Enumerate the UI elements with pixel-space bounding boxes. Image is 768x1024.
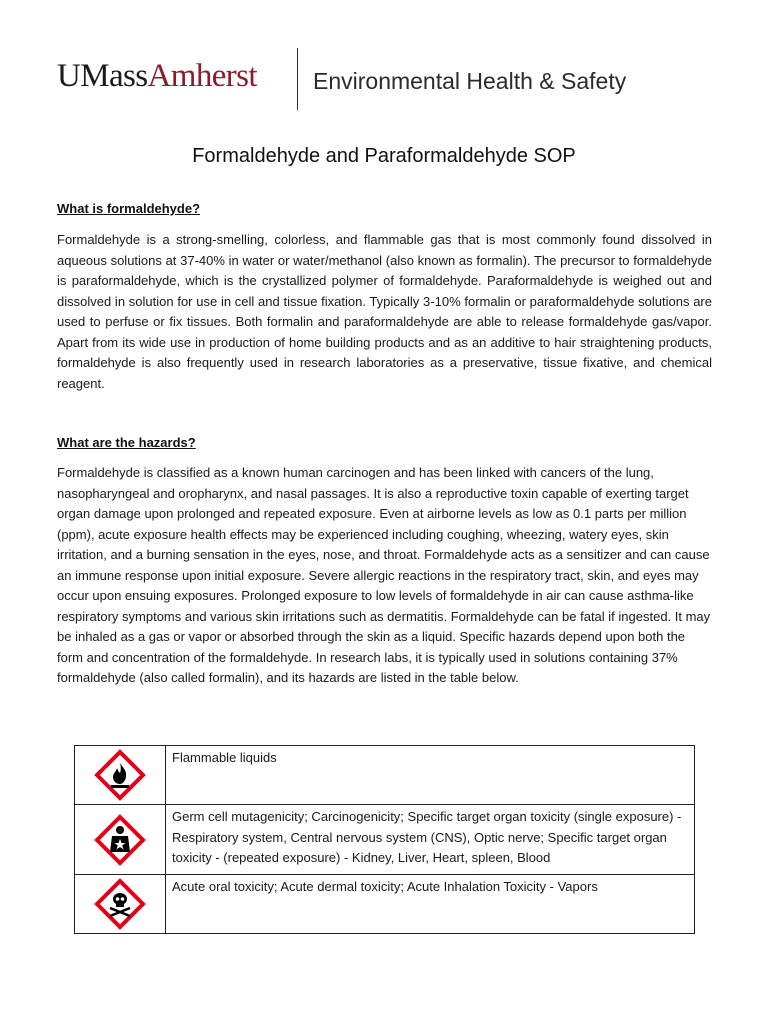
hazard-text: Flammable liquids [166, 746, 695, 805]
section-heading-hazards: What are the hazards? [57, 435, 196, 450]
table-row [75, 875, 695, 934]
table-row [75, 805, 695, 875]
skull-crossbones-pictogram-icon [94, 878, 146, 930]
flame-pictogram-icon [94, 749, 146, 801]
table-row [75, 746, 695, 805]
health-hazard-pictogram-icon [94, 814, 146, 866]
section-body-what-is: Formaldehyde is a strong-smelling, colorless, and flammable gas that is most commonly found dissolved in aqueous solutions at 37-40% in water or water/methanol (also known as formalin). The precursor to formaldehyde is paraformaldehyde, which is the crystallized polymer of formaldehyde. Paraformaldehyde is weighed out and dissolved in solution for use in cell and tissue fixation. Typically 3-10% formalin or paraformaldehyde solutions are used to perfuse or fix tissues. Both formalin and paraformaldehyde are able to release formaldehyde gas/vapor. Apart from its wide use in production of home building products and as an additive to hair straightening products, formaldehyde is also frequently used in research laboratories as a preservative, tissue fixative, and chemical reagent. [57, 232, 712, 391]
section-body-hazards: Formaldehyde is classified as a known human carcinogen and has been linked with cancers of the lung, nasopharyngeal and oropharynx, and nasal passages. It is also a reproductive toxin capable of exerting target organ damage upon prolonged and repeated exposure. Even at airborne levels as low as 0.1 parts per million (ppm), acute exposure health effects may be experienced including coughing, wheezing, watery eyes, skin irritation, and a burning sensation in the eyes, nose, and throat. Formaldehyde acts as a sensitizer and can cause an immune response upon initial exposure. Severe allergic reactions in the respiratory tract, skin, and eyes may occur upon ensuing exposures. Prolonged exposure to low levels of formaldehyde in air can cause asthma-like respiratory symptoms and various skin irritations such as dermatitis. Formaldehyde can be fatal if ingested. It may be inhaled as a gas or vapor or absorbed through the skin as a liquid. Specific hazards depend upon both the form and concentration of the formaldehyde. In research labs, it is typically used in solutions containing 37% formaldehyde (also called formalin), and its hazards are listed in the table below. [57, 465, 711, 685]
hazard-icon-cell [75, 805, 166, 875]
hazard-text: Acute oral toxicity; Acute dermal toxicity; Acute Inhalation Toxicity - Vapors [166, 875, 695, 934]
hazard-text: Germ cell mutagenicity; Carcinogenicity; Specific target organ toxicity (single exposure) - Respiratory system, Central nervous system (CNS), Optic nerve; Specific target organ toxicity - (repeated exposure) - Kidney, Liver, Heart, spleen, Blood [166, 805, 695, 875]
hazard-icon-cell [75, 746, 166, 805]
hazard-table [74, 745, 695, 934]
logo-umass: UMass [57, 58, 148, 94]
header [57, 48, 717, 118]
section-heading-what-is: What is formaldehyde? [57, 201, 201, 216]
hazard-icon-cell [75, 875, 166, 934]
department-name: Environmental Health & Safety [313, 68, 627, 94]
umass-amherst-logo[interactable] [57, 58, 257, 95]
logo-amherst: Amherst [147, 58, 257, 94]
header-divider [297, 48, 298, 110]
page-title: Formaldehyde and Paraformaldehyde SOP [192, 145, 576, 167]
